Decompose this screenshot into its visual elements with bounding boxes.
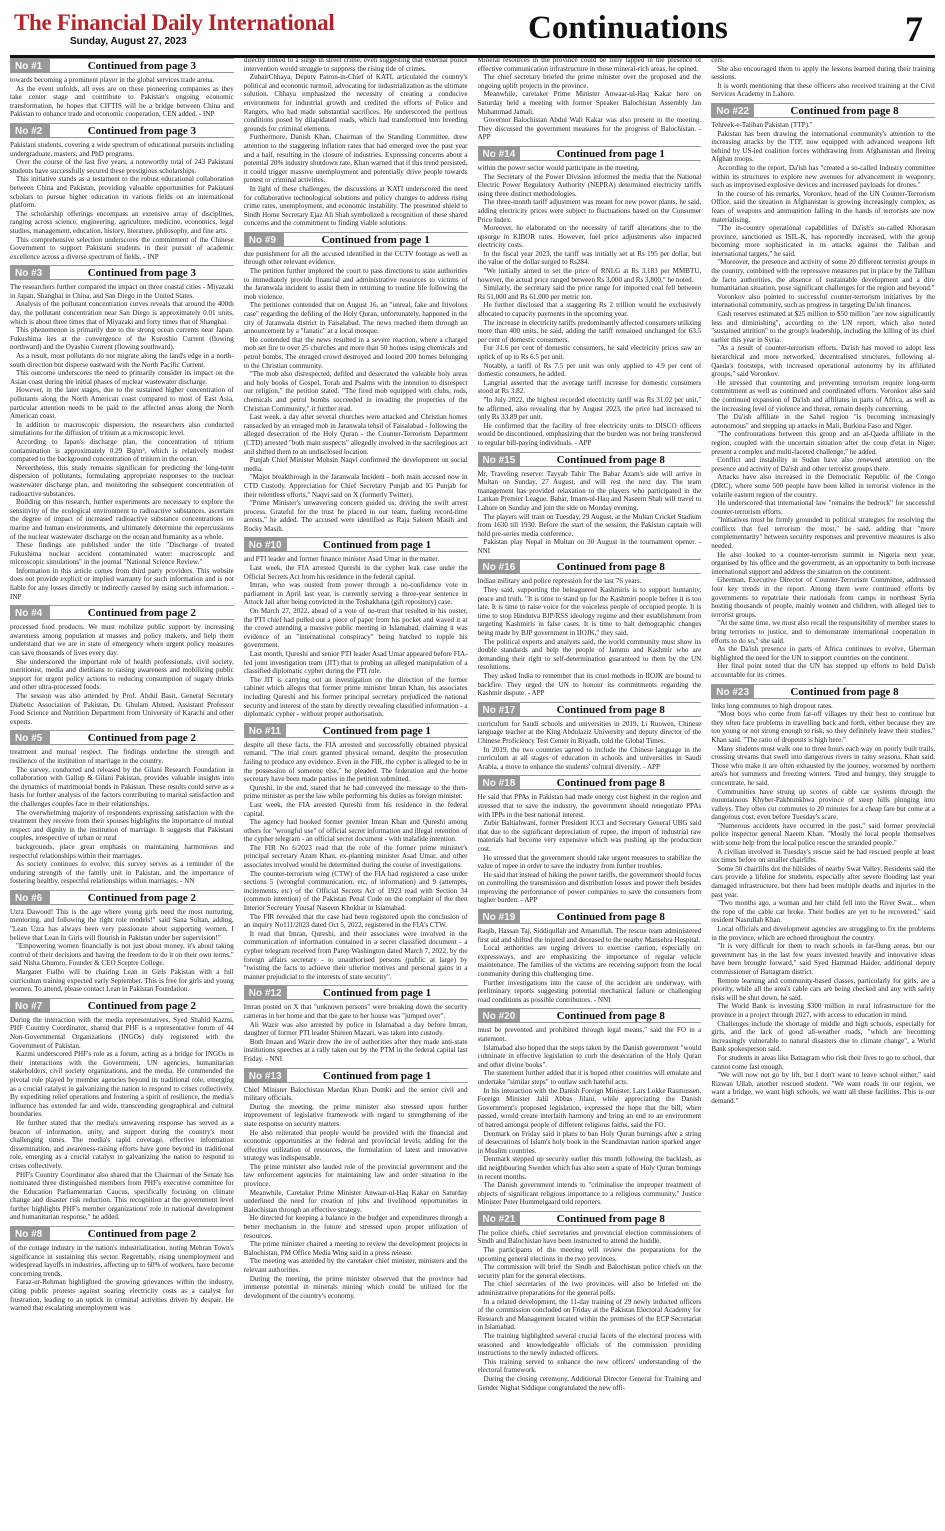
paragraph: "Numerous accidents have occurred in the past," said former provincial police inspector general Naeem Khan. "Mostly the local people themselves with some help from the local police rescue the stranded people.": [711, 821, 935, 848]
paragraph: It is worth mentioning that these officers also received training at the Civil Services Academy in Lahore.: [711, 81, 935, 99]
story-number-tag: No #5: [10, 731, 50, 744]
paragraph: In 2019, the two countries agreed to include the Chinese language in the curriculum at all stages of education in schools and universities in Saudi Arabia, a move to enhance the students' cultural diversity. - APP: [477, 745, 702, 771]
paragraph: The prime minister also lauded role of the provincial government and the law enforcement agencies for maintaining law and order situation in the province.: [243, 1162, 468, 1189]
paragraph: They said, supporting the beleaguered Kashmiris is to support humanity, peace and truth. "It is time to stand up for the Kashmiri people before it is too late. It is time to raise voice for the voiceless people of occupied people. It is time to stop Hindutva BJP/RSS ideology regime and their establishment from targeting Kashmiris in false cases. It is time to halt demographic changes being made by BJP government in IIOJK," they said.: [477, 586, 702, 638]
story-number-tag: No #12: [244, 986, 287, 999]
story: [478, 702, 702, 772]
paragraph: directly linked to a surge in street crime, even suggesting that external police intervention would struggle to suppress the rising tide of crimes.: [243, 56, 468, 73]
story-body: [10, 283, 234, 601]
story-header: [10, 890, 234, 905]
paragraph: Further investigations into the cause of the accident are underway, with preliminary reports suggesting potential mechanical failure or challenging road conditions as possible contributors. - NNI: [477, 978, 702, 1004]
page-number: 7: [905, 9, 923, 49]
paragraph: This training served to enhance the new officers' understanding of the electoral framework.: [477, 1357, 702, 1375]
paragraph: The police chiefs, chief secretaries and provincial election commissioners of Sindh and Balochistan have been instructed to attend the huddle.: [477, 1228, 702, 1246]
story: [10, 890, 234, 994]
story-body: [244, 56, 468, 228]
article-columns: [10, 56, 935, 1527]
paragraph: processed food products. We must mobilize public support by increasing awareness among population at masses and policy makers, and help them understand that we are in state of emergency where urgent policy measures can save thousands of lives every day.: [10, 623, 234, 658]
paragraph: She underscored the important role of health professionals, civil society, nutritionist, media and dietitians to raising awareness and mobilizing public support for urgent policy actions to reducing consumption of sugary drinks and other ultra-processed foods.: [10, 657, 234, 692]
story-number-tag: No #9: [244, 233, 284, 246]
paragraph: The session was also attended by Prof. Abdul Basit, General Secretary Diabetic Association of Pakistan, Dr. Ghulam Ahmed, Assistant Professor Food Science and Nutrition Department from University of Karachi and other experts.: [10, 692, 234, 726]
continued-from-label: Continued from page 2: [87, 891, 197, 904]
story-body: [10, 76, 234, 119]
paragraph: The FIR No 6/2023 read that the role of the former prime minister's principal secretary Azam Khan, ex-planning minister Asad Umar, and other associates involved would be determined during the course of investigations.: [243, 843, 468, 870]
paragraph: "At the same time, we must also recall the responsibility of member states to bring terrorists to justice, and to demonstrate international cooperation in efforts to do so," she said.: [711, 619, 935, 645]
paragraph: of the cottage industry in the nation's industrialization, noting Mehran Town's significance in sustaining this sector. Regrettably, rising unemployment and widespread layoffs in industries, affecting up to 60% of workers, have become concerning trends.: [10, 1244, 234, 1278]
story-number-tag: No #7: [10, 999, 50, 1012]
paragraph: Local authorities are urging drivers to exercise caution, especially on expressways, and are emphasizing the importance of regular vehicle maintenance. The families of the victims are receiving support from the local community during this challenging time.: [477, 944, 702, 979]
paragraph: Faraz-ur-Rehman highlighted the growing grievances within the industry, citing public protests against soaring electricity costs as a catalyst for frustration, leading to an uptick in criminal activities driven by despair. He warned that escalating unemployment was: [10, 1278, 234, 1313]
continued-from-label: Continued from page 8: [790, 685, 899, 698]
paragraph: The World Bank is investing $300 million in rural infrastructure for the province in a project through 2027, with access to education in mind.: [711, 1002, 935, 1019]
paragraph: As society continues to evolve, this survey serves as a reminder of the enduring strength of the family unit in Pakistan, and the importance of fostering healthy, respectful relationships within marriages. - NN: [10, 860, 234, 886]
paragraph: During the meeting, the prime minister also stressed upon further improvement of legislative framework with regard to strengthening of the state response on security matters.: [243, 1102, 468, 1128]
paragraph: The commission will brief the Sindh and Balochistan police chiefs on the security plan for the general elections.: [477, 1263, 702, 1280]
story-header: [711, 684, 935, 699]
paragraph: treatment and mutual respect. The findings underline the strength and resilience of the institution of marriage in the country.: [10, 748, 234, 765]
story-number-tag: No #14: [478, 147, 521, 160]
paragraph: "The mob also disrespected, defiled and desecrated the valuable holy areas and holy books of Gospel, Torah and Psalms with the intention to disrespect our religion," the petition stated. "The fired mob equipped with clubs, rods, chemicals and petrol bombs succeeded in invading the properties of the Christian Community," it further read.: [243, 370, 468, 413]
story: [244, 537, 468, 718]
paragraph: Some 50 chairlifts dot the hillsides of nearby Swat Valley. Residents said the cars provide a lifeline for students, especially after severe flooding last year damaged infrastructure, but there had been multiple deaths and injuries in the past year.: [711, 864, 935, 899]
paragraph: Nevertheless, this study remains significant for predicting the long-term dispersion of pollutants, formulating appropriate responses to the nuclear wastewater discharge plan, and monitoring the subsequent concentration of radioactive substances.: [10, 463, 234, 498]
continued-from-label: Continued from page 8: [556, 911, 665, 924]
paragraph: Conflict and instability in Sudan have also renewed attention on the presence and activity of Da'ish and other terrorist groups there.: [711, 456, 935, 473]
story: [10, 123, 234, 261]
story-number-tag: No #1: [10, 59, 50, 72]
continued-from-label: Continued from page 3: [87, 124, 197, 137]
paragraph: He contended that the news resulted in a severe reaction, where a charged mob set fire to over 25 churches and more than 50 homes using chemicals and petrol bombs. The enraged crowd destroyed and looted 200 homes belonging to the Christian community.: [243, 335, 468, 370]
paragraph: The three-month tariff adjustment was meant for new power plants, he said, adding electricity prices were subject to fluctuations based on the Consumer Price Index.: [477, 198, 702, 224]
continued-from-label: Continued from page 1: [322, 724, 431, 737]
paragraph: must be prevented and prohibited through legal means," said the FO in a statement.: [477, 1026, 702, 1043]
paragraph: The increase in electricity tariffs predominantly affected consumers utilizing more than 400 units, he said, adding the tariff remained unchanged for 63.5 per cent of domestic consumers.: [477, 318, 702, 344]
story-body: [244, 1003, 468, 1063]
paragraph: The scholarship offerings encompass an extensive array of disciplines, ranging across science, engineering, agriculture, medicine, economics, legal studies, management, education, history, literature, philosophy, and fine arts.: [10, 209, 234, 235]
paragraph: The participants of the meeting will review the preparations for the upcoming general elections in the two provinces.: [477, 1246, 702, 1263]
paragraph: In the fiscal year 2023, the tariff was initially set at Rs 195 per dollar, but the value of the dollar surged to Rs284.: [477, 249, 702, 267]
story-body: [244, 1086, 468, 1301]
story-header: [478, 146, 702, 161]
paragraph: Cash reserves estimated at $25 million to $50 million "are now significantly less and diminishing", according to the UN report, which also noted "sustained attrition" to the group's leadership, including the killing of its chief earlier this year in Syria.: [711, 310, 935, 344]
paragraph: He underscored that international law "remains the bedrock" for successful counter-terrorism efforts.: [711, 499, 935, 516]
paragraph: within the power sector would participate in the meeting.: [477, 163, 640, 172]
paragraph: The training highlighted several crucial facets of the electoral process with seasoned and knowledgeable officials of the commission providing instructions to the newly inducted officers.: [477, 1332, 702, 1358]
paragraph: The overwhelming majority of respondents expressing satisfaction with the treatment they receive from their spouses highlights the importance of mutual respect and dignity in the institution of marriage. It suggests that Pakistani couples, irrespective of urban or rural: [10, 808, 234, 843]
story-body: [478, 470, 702, 556]
paragraph: As a result, most pollutants do not migrate along the land's edge in a north-south direction but disperse eastward with the North Pacific Current.: [10, 352, 234, 369]
paragraph: The researchers further compared the impact on three coastal cities - Miyazaki in Japan, Shanghai in China, and San Diego in the United States.: [10, 283, 234, 300]
column-2: [244, 56, 468, 1527]
paragraph: This comprehensive selection underscores the commitment of the Chinese Government to support Pakistani students in their pursuit of academic excellence across a diverse spectrum of fields. - INP: [10, 235, 234, 261]
paragraph: During the meeting, the prime minister observed that the province had immense potential in minerals mining which could be utilized for the development of the country's economy.: [243, 1274, 468, 1300]
paragraph: "The confrontations between this group and an al-Qaeda affiliate in the region, coupled with the uncertain situation after the coup d'etat in Niger, present a complex and multi-faceted challenge," he added.: [711, 430, 935, 456]
paragraph: In light of these challenges, the discussions at KATI underscored the need for collaborative technological solutions and policy changes to address rising crime rates, unemployment, and economic instability. The presented shield to Sindh Home Secretary Ejaz Ali Shah symbolized a recognition of these shared concerns and the commitment to finding viable solutions.: [243, 184, 468, 228]
continued-from-label: Continued from page 1: [322, 987, 432, 1000]
story-number-tag: No #8: [10, 1227, 50, 1240]
story-body: [478, 577, 702, 697]
story: [478, 1008, 702, 1206]
paragraph: Pakistan has been drawing the international community's attention to the increasing attacks by the TTP, now equipped with advanced weapons left behind by US-led coalition forces withdrawing from Afghanistan and fleeing Afghan troops.: [711, 129, 935, 164]
paragraph: For students in areas like Battagram who risk their lives to go to school, that cannot come fast enough.: [711, 1053, 935, 1071]
story-header: [244, 1068, 468, 1083]
paragraph: The FIR revealed that the case had been registered upon the conclusion of an inquiry No111/2023 dated Oct 5, 2022, registered in the FIA's CTW.: [243, 912, 468, 930]
paragraph: Last month, Qureshi and senior PTI leader Asad Umar appeared before FIA-led joint investigation team (JIT) that is probing an alleged manipulation of a classified diplomatic cypher during the PTI rule.: [243, 650, 468, 676]
paragraph: "Two months ago, a woman and her child fell into the River Swat... when the rope of the cable car broke. Their bodies are yet to be recovered," said resident Nasrullah Khan.: [711, 899, 935, 925]
continued-from-label: Continued from page 1: [322, 1069, 432, 1082]
paragraph: Imran posted on X that "unknown persons" were breaking down the security cameras in her home and that the gate to her house was "jumped over".: [243, 1003, 468, 1020]
story-body: [478, 720, 702, 772]
paragraph: due punishment for all the accused identified in the CCTV footage as well as through other relevant evidence.: [243, 249, 468, 267]
story-header: [478, 1008, 702, 1023]
story: [711, 56, 935, 99]
story-body: [10, 1244, 234, 1313]
paragraph: Attacks have also increased in the Democratic Republic of the Congo (DRC), where some 500 people have been killed in terrorist violence in the volatile eastern region of the country.: [711, 473, 935, 499]
story-body: [10, 623, 234, 726]
paragraph: "As a result of counter-terrorism efforts, Da'ish has moved to adopt less hierarchical and more networked, decentralised structures, following al-Qaeda's footsteps, with increased operational autonomy by its affiliated groups," said Voronkov.: [711, 344, 935, 379]
story-header: [10, 123, 234, 138]
column-1: [10, 56, 234, 1527]
continued-from-label: Continued from page 1: [556, 147, 665, 160]
story-number-tag: No #16: [478, 560, 521, 573]
paragraph: According to Japan's discharge plan, the concentration of tritium contamination is approximately 0.29 Bq/m³, which is relatively modest compared to the background concentration of tritium in the ocean.: [10, 437, 234, 464]
paragraph: Raqib, Hassan Taj, Siddiqullah and Amanullah. The rescue team administered first aid and shifted the injured and deceased to the nearby Mansehra Hospital.: [477, 927, 702, 944]
paragraph: "We will now not go by lift, but I don't want to leave school either," said Rizwan Ullah, another rescued student. "We want roads in our region, we want a bridge, we want high schools, we want all these facilities. This is our demand.": [711, 1071, 935, 1105]
story-number-tag: No #23: [711, 685, 754, 698]
paragraph: According to the report, Da'ish has "created a so-called Industry committee within its structures to explore new avenues for advancement in weaponry, such as improvised explosive devices and increased payloads for drones.": [711, 163, 935, 190]
paragraph: The petitioner contended that on August 16, an "unreal, fake and frivolous case" regarding the defiling of the Holy Quran, unfortunately, happened in the city of Jaranwala district in Faisalabad. The news reached them through an announcement by a "fanatic" at a local mosque.: [243, 301, 468, 336]
paragraph: She also encouraged them to apply the lessons learned during their training sessions.: [711, 64, 935, 82]
paragraph: Last week, the FIA arrested Qureshi in the cypher leak case under the Official Secrets Act from his residence in the federal capital.: [243, 564, 468, 581]
paragraph: The statement further added that it is hoped other countries will emulate and undertake "similar steps" to outlaw such hateful acts.: [477, 1069, 702, 1086]
story-body: [478, 1229, 702, 1392]
paragraph: The counter-terrorism wing (CTW) of the FIA had registered a case under sections 5 (wrongful communication, etc, of information) and 9 (attempts, incitements, etc) of the Official Secrets Act of 1923 read with Section 34 (common intention) of the Pakistan Penal Code on the complaint of the then Interior Secretary Yousaf Naseem Khokhar in Islamabad.: [243, 869, 468, 913]
story: [244, 985, 468, 1063]
story-header: [478, 775, 702, 790]
paragraph: Building on this research, further experiments are necessary to explore the sensitivity of the ecological environment to radioactive substances, ascertain the degree of impact of increased radioactive substance concentrations on marine and human environments, and ultimately determine the repercussions of the nuclear wastewater discharge on the ocean and humanity as a whole.: [10, 498, 234, 541]
paragraph: Denmark stepped up security earlier this month following the backlash, as did neighbouring Sweden which has also seen a spate of Holy Quran burnings in recent months.: [477, 1155, 702, 1181]
paragraph: Last week, a day after several churches were attacked and Christian homes ransacked by an enraged mob in Jaranwala tehsil of Faisalabad - following the alleged desecration of the Holy Quran - the Counter-Terrorism Department (CTD) arrested "both main suspects" allegedly involved in the sacrilegious act and shifted them to an undisclosed location.: [243, 413, 468, 456]
paper-name: The Financial Daily International: [14, 10, 335, 35]
paragraph: Furthermore, Danish Khan, Chairman of the Standing Committee, drew attention to the staggering inflation rates that had emerged over the past year and a half, resulting in the closure of industries. Expressing concerns about a potential 20% industry shutdown rate, Khan warned that if this trend persisted, it could trigger massive unemployment and potentially drive people towards protest or criminal activities.: [243, 133, 468, 185]
paragraph: towards becoming a prominent player in the global services trade arena.: [10, 76, 215, 84]
story-header: [711, 103, 935, 118]
paragraph: During the closing ceremony, Additional Director General for Training and Gender Nighat Siddique congratulated the new offi-: [477, 1374, 702, 1392]
paragraph: "Most boys who come from far-off villages try their best to continue but they often face problems in travelling back and forth, either because they are too young or not strong enough to risk, so they definitely leave their studies," Khan said. "The ratio of dropouts is high here.": [711, 710, 935, 744]
story: [10, 998, 234, 1222]
paragraph: "In July 2022, the highest recorded electricity tariff was Rs 31.02 per unit," he affirmed, also revealing that by August 2023, the price had increased to only Rs 33.89 per unit.: [477, 395, 702, 422]
paragraph: In his interaction with the Danish Foreign Minister, Lars Lokke Rasmussen, Foreign Minister Jalil Abbas Jilani, while appreciating the Danish Government's proposed legislation, expressed the hope that the bill, when passed, would create interfaith harmony and bring an end to an environment of hatred amongst people of different religious faiths, said the FO.: [477, 1086, 702, 1129]
continued-from-label: Continued from page 2: [87, 607, 197, 620]
paragraph: Both Imaan and Wazir drew the ire of authorities after they made anti-state institutions speeches at a rally taken out by the PTM in the federal capital last Friday. - NNI: [243, 1037, 468, 1063]
continued-from-label: Continued from page 2: [87, 999, 197, 1012]
story-number-tag: No #6: [10, 891, 50, 904]
story: [244, 56, 468, 228]
paragraph: The chief secretaries of the two provinces will also be briefed on the administrative preparations for the general polls.: [477, 1280, 702, 1298]
paragraph: In a related development, the 11-day training of 29 newly inducted officers of the commission concluded on Friday at the Pakistan Electoral Academy for Research and Management located within the premises of the ECP Secretariat in Islamabad.: [477, 1297, 702, 1332]
story: [711, 103, 935, 680]
story-number-tag: No #18: [478, 776, 521, 789]
issue-date: Sunday, August 27, 2023: [70, 36, 187, 47]
paragraph: He said that PPAs in Pakistan had made energy cost highest in the region and stressed that to save the industry, the government should renegotiate PPAs with IPPs in the best national interest.: [477, 793, 702, 819]
paragraph: PHF's Country Coordinator also shared that the Chairman of the Senate has nominated three distinguished members from PHF's executive committee for the Education Parliamentarian Caucus, specifically focusing on climate change and disaster risk reduction. This recognition at the government level further highlights PHF's member organizations' role in national development and humanitarian response," he added.: [10, 1170, 234, 1222]
story-body: [711, 121, 935, 680]
paragraph: Last week, the FIA arrested Qureshi from his residence in the federal capital.: [243, 800, 468, 818]
continued-from-label: Continued from page 8: [556, 777, 665, 790]
story-header: [10, 730, 234, 745]
paragraph: Denmark on Friday said it plans to ban Holy Quran burnings after a string of desecrations of Islam's holy book in the Scandinavian nation sparked anger in Muslim countries.: [477, 1129, 702, 1155]
paragraph: and PTI leader and former finance minister Asad Umar in the matter.: [243, 555, 440, 564]
story-body: [711, 702, 935, 1106]
masthead: [10, 8, 935, 58]
story: [10, 265, 234, 601]
paragraph: Pakistani students, covering a wide spectrum of educational pursuits including undergraduate, masters, and PhD programs.: [10, 140, 234, 158]
story-body: [10, 1016, 234, 1222]
paragraph: Governor Balochistan Abdul Wali Kakar was also present in the meeting. They discussed the government measures for the progress of Balochistan. - APP: [477, 116, 702, 142]
paragraph: Information in this article comes from third party providers. This website does not provide explicit or implied warranty for such information and is not liable for any losses directly or indirectly caused by using such information. - INP: [10, 566, 234, 601]
story-number-tag: No #19: [478, 910, 521, 923]
paragraph: cers.: [711, 56, 725, 64]
story-body: [244, 741, 468, 982]
section-title: Continuations: [528, 10, 728, 46]
paragraph: The survey, conducted and released by the Gilani Research Foundation in collaboration with Gallup & Gilani Pakistan, provides valuable insights into the dynamics of matrimonial bonds in Pakistan. These results could serve as a basis for further analysis of the factors contributing to marital satisfaction and the challenges couples face in their relationships.: [10, 765, 234, 808]
paragraph: Chief Minister Balochistan Mardan Khan Domki and the senior civil and military officials.: [243, 1085, 468, 1103]
story-header: [10, 265, 234, 280]
paragraph: Zubir Baltiahwani, former President ICCI and Secretary General UBG said that due to the significant depreciation of rupee, the import of industrial raw materials had become very expensive which was pushing up the production cost.: [477, 819, 702, 853]
paragraph: A civilian involved in Tuesday's rescue said he had rescued people at least six times before on smaller chairlifts.: [711, 847, 935, 865]
continued-from-label: Continued from page 3: [87, 60, 197, 72]
story-body: [244, 250, 468, 534]
story-header: [10, 1226, 234, 1241]
paragraph: This phenomenon is primarily due to the strong ocean currents near Japan. Fukushima lies at the convergence of the Kuroshio Current (flowing northward) and the Oyashio Current (flowing southward).: [10, 326, 234, 352]
paragraph: The Da'ish affiliate in the Sahel region "is becoming increasingly autonomous" and stepping up attacks in Mali, Burkina Faso and Niger.: [711, 413, 935, 430]
story-number-tag: No #11: [244, 724, 286, 737]
continued-from-label: Continued from page 8: [556, 561, 665, 574]
paragraph: The agency had booked former premier Imran Khan and Qureshi among others for "wrongful use" of official secret information and illegal retention of the cypher telegram - an official secret document - with malafide intention.: [243, 818, 468, 844]
paragraph: In addition to macroscopic dispersion, the researchers also conducted simulations for the diffusion of tritium at a microscopic level.: [10, 420, 234, 438]
paragraph: He confirmed that the facility of free electricity units to DISCO officers would be discontinued, emphasizing that the burden was not being transferred to regular bill-paying individuals. - APP: [477, 421, 702, 447]
story-header: [10, 998, 234, 1013]
continued-from-label: Continued from page 2: [87, 1228, 197, 1241]
paragraph: Indian military and police repression for the last 76 years.: [477, 577, 642, 586]
paragraph: These findings are published under the title "Discharge of treated Fukushima nuclear accident contaminated water: macroscopic and microscopic simulations" in the journal "National Science Review.": [10, 541, 234, 567]
story: [244, 232, 468, 534]
paragraph: Mr. Traveling reserve: Tayyab Tahir The Babar Azam's side will arrive in Multan on Sunday, 27 August, and will rest the next day. The team management has provided relaxation to the players who participated in the Lankan Premier League. Babar, Imam-ul-Haq and Naseem Shah will travel to Lahore on Sunday and join the side on Monday evening.: [477, 469, 702, 512]
paragraph: As the Da'ish presence in parts of Africa continues to evolve, Gherman highlighted the need for the UN to support countries on the continent.: [711, 645, 935, 662]
story: [10, 1226, 234, 1313]
continued-from-label: Continued from page 8: [556, 1010, 665, 1023]
continued-from-label: Continued from page 1: [322, 539, 432, 552]
paragraph: He further stated that the media's unwavering response has served as a beacon of information, unity, and support during the country's most challenging times. The media's rapid coverage, effective information dissemination, and awareness-raising efforts have gone beyond its traditional role, emerging as a crucial catalyst in galvanizing the nation to respond to crises collectively.: [10, 1118, 234, 1170]
story-number-tag: No #13: [244, 1069, 287, 1082]
continued-from-label: Continued from page 8: [556, 453, 665, 466]
paragraph: despite all these facts, the FIA arrested and successfully obtained physical remand. "The trial court granted physical remand, despite the prosecution failing to produce any evidence. Even in the FIR, the cypher is alleged to be in the possession of someone else," he pleaded. The federation and the home secretary have been made parties in the petition submitted.: [243, 740, 468, 784]
story: [478, 775, 702, 905]
story: [478, 452, 702, 556]
continued-from-label: Continued from page 3: [87, 267, 197, 280]
paragraph: curriculum for Saudi schools and universities in 2019, Li Ruowen, Chinese language teacher at the King Abdulaziz University and deputy director of the Chinese Proficiency Test Center in Riyadh, told the Global Times.: [477, 719, 702, 745]
story-number-tag: No #3: [10, 266, 50, 279]
paragraph: They asked India to remember that its cruel methods in IIOJK are bound to backfire. They urged the UN to honour its commitments regarding the Kashmir dispute. - APP: [477, 672, 702, 698]
paragraph: Margaret Fialho will be chairing Lean in Girls Pakistan with a full curriculum training expected early September. This is free for girls and young women. To attend, please contact Lean in Pakistan Foundation.: [10, 968, 234, 994]
story-body: [244, 555, 468, 718]
paragraph: Remote learning and community-based classes, particularly for girls, are a priority, while all the area's cable cars are being checked and any with safety risks will be shut down, he said.: [711, 976, 935, 1002]
continued-from-label: Continued from page 8: [790, 104, 899, 117]
paragraph: Ali Wazir was also arrested by police in Islamabad a day before Imran, daughter of former PTI leader Shireen Mazari, was taken into custody.: [243, 1020, 468, 1038]
paragraph: Kazmi underscored PHF's role as a forum, acting as a bridge for INGOs in their interactions with the Government, UN agencies, humanitarian stakeholders, civil society organizations, and the media. He commended the pivotal role played by member agencies beyond its traditional role, emerging as a crucial catalyst in galvanizing the nation to respond to crises collectively. By expediting relief operations and fostering a spirit of resilience, the media's influence has extended far and wide, transcending geographical and cultural boundaries.: [10, 1050, 234, 1119]
paragraph: "The in-country operational capabilities of Da'ish's so-called Khorasan province, sanctioned as ISIL-K, has reportedly increased, with the group becoming more sophisticated in its attacks against the Taliban and international targets," he said.: [711, 224, 935, 258]
paragraph: The chief secretary briefed the prime minister over the proposed and the ongoing uplift projects in the province.: [477, 73, 702, 90]
paragraph: This initiative stands as a testament to the robust educational collaboration between China and Pakistan, providing valuable opportunities for Pakistani scholars to pursue higher education in various fields on an international platform.: [10, 175, 234, 210]
story-header: [478, 702, 702, 717]
story-body: [478, 793, 702, 905]
paragraph: Langrial asserted that the average tariff increase for domestic consumers stood at Rs 3.82.: [477, 378, 702, 396]
continued-from-label: Continued from page 8: [556, 703, 665, 716]
paragraph: "Major breakthrough in the Jaranwala Incident - both main accused now in CTD Custody. Appreciation for Chief Secretary Punjab and IG Punjab for their relentless efforts," Naqvi said on X (formerly Twitter).: [243, 473, 468, 499]
paragraph: For 31.6 per cent of domestic consumers, he said electricity prices saw an uptick of up to Rs 6.5 per unit.: [477, 344, 702, 361]
story-header: [244, 232, 468, 247]
paragraph: During the interaction with the media representatives, Syed Shahid Kazmi, PHF Country Coordinator, shared that PHF is a representative forum of 44 Non-Governmental Organizations (INGOs) duly registered with the Government of Pakistan.: [10, 1015, 234, 1050]
paragraph: Her final point noted that the UN has stepped up efforts to hold Da'ish accountable for its crimes.: [711, 662, 935, 679]
story: [10, 605, 234, 726]
paragraph: The Danish government intends to "criminalise the improper treatment of objects of significant religious importance to a religious community," Justice Minister Peter Hummelgaard told reporters.: [477, 1181, 702, 1207]
paragraph: He stressed that countering and preventing terrorism require long-term commitment as well as continued and coordinated efforts. Voronkov also said the continued expansion of Da'ish and affiliates in parts of Africa, as well as the increasing level of violence and threat, remain deeply concerning.: [711, 378, 935, 413]
paragraph: Gherman, Executive Director of Counter-Terrorism Committee, addressed four key trends in the report. Among them were continued efforts by governments to repatriate their nationals from camps in northeast Syria hosting thousands of people, mainly women and children, with alleged ties to terrorist groups.: [711, 576, 935, 619]
paragraph: Qureshi, in the end, stated that he had conveyed the message to the then-prime minister as per the law while performing his duties as foreign minister.: [243, 783, 468, 801]
story-header: [478, 559, 702, 574]
story: [478, 56, 702, 142]
paragraph: ZubairChhaya, Deputy Patron-in-Chief of KATI, articulated the country's political and economic turmoil, advocating for industrialization as the ultimate solution. Chhaya emphasized the necessity of creating a conducive environment for industrial growth and credited the efforts of Police and Rangers, who had made substantial sacrifices. He underscored the perilous conditions posed by dilapidated roads, which had transformed into breeding grounds for criminal elements.: [243, 73, 468, 133]
story-body: [478, 927, 702, 1004]
story-header: [244, 723, 468, 738]
story-body: [478, 1026, 702, 1206]
story-number-tag: No #4: [10, 606, 50, 619]
paragraph: He directed for keeping a balance in the budget and expenditures through a better mechanism in the future and stressed upon proper utilization of resources.: [243, 1214, 468, 1240]
paragraph: Many students must walk one to three hours each way on poorly built trails, crossing streams that swell into dangerous rivers in rainy seasons, Khan said. Those who make it are often exhausted by the journey, worsened by northern area's hot summers and freezing winters. Tired and hungry, they struggle to concentrate, he said.: [711, 744, 935, 787]
paragraph: Punjab Chief Minister Mohsin Naqvi confirmed the development on social media.: [243, 456, 468, 473]
story: [478, 559, 702, 697]
story: [478, 146, 702, 448]
story-body: [10, 748, 234, 886]
paragraph: In the course of his remarks, Voronkov, head of the UN Counter-Terrorism Office, said the situation in Afghanistan is growing increasingly complex, as fears of weapons and ammunition falling in the hands of terrorists are now materialising.: [711, 189, 935, 224]
story-header: [478, 909, 702, 924]
paragraph: "Empowering women financially is not just about money, it's about taking control of their decisions and having the freedom to do it on their own terms," said Nisha Ghumro, Founder & CEO Sceptre College.: [10, 942, 234, 968]
story-body: [478, 164, 702, 448]
paragraph: Notably, a tariff of Rs 7.5 per unit was only applied to 4.9 per cent of domestic consumers, he added.: [477, 361, 702, 379]
paragraph: As the event unfolds, all eyes are on these pioneering companies as they take center stage and contribute to Pakistan's ongoing economic transformation, he hopes that CIFTIS will be a bridge between China and Pakistan to enhance trade and economic cooperation, CEN added. - INP: [10, 84, 234, 119]
story-number-tag: No #10: [244, 538, 287, 551]
paragraph: Imran, who was ousted from power through a no-confidence vote in parliament in April last year, is currently serving a three-year sentence in Attock Jail after being convicted in the Toshakhana (gift repository) case.: [243, 581, 468, 607]
paragraph: Pakistan play Nepal in Multan on 30 August in the tournament opener. - NNI: [477, 538, 702, 555]
paragraph: "Initiatives must be firmly grounded in political strategies for resolving the conflicts that fuel terrorism the most," he said, adding that "more complementarity" between security responses and preventive measures is also needed.: [711, 516, 935, 551]
story: [244, 723, 468, 982]
story-body: [10, 141, 234, 261]
paragraph: "Moreover, the presence and activity of some 20 different terrorist groups in the country, combined with the repressive measures put in place by the Taliban de facto authorities, the absence of sustainable development and a dire humanitarian situation, pose significant challenges for the region and beyond.": [711, 258, 935, 293]
paragraph: This outcome underscores the need to primarily consider its impact on the Asian coast during the initial phases of nuclear wastewater discharge.: [10, 369, 234, 386]
paragraph: Moreover, he elaborated on the necessity of tariff alterations due to the upsurge in KIBOR rates. However, fuel price adjustments also impacted electricity costs.: [477, 224, 702, 250]
paragraph: The players will train on Tuesday, 29 August, at the Multan Cricket Stadium from 1630 till 1930. Before the start of the session, the Pakistan captain will hold pre-series media conference.: [477, 512, 702, 538]
story: [244, 1068, 468, 1301]
paragraph: The petition further implored the court to pass directions to state authorities to immediately provide financial and administrative resources to victims of the Jaranwala incident to assist them in returning to routine life following the mob violence.: [243, 267, 468, 301]
paragraph: However, in the later stages, due to the sustained higher concentration of pollutants along the North American coast compared to most of East Asia, particular attention needs to be paid to the affected areas along the North American coast.: [10, 386, 234, 421]
story-number-tag: No #15: [478, 453, 521, 466]
continued-from-label: Continued from page 2: [87, 732, 197, 745]
paragraph: Voronkov also pointed to successful counter-terrorism initiatives by the international community, such as progress in targeting Da'ish finances.: [711, 292, 935, 310]
paragraph: backgrounds, place great emphasis on maintaining harmonious and respectful relationships within their marriages.: [10, 842, 234, 860]
paragraph: Tehreek-e-Taliban Pakistan (TTP).": [711, 120, 813, 129]
paragraph: links long commutes to high dropout rates.: [711, 701, 833, 710]
continued-from-label: Continued from page 1: [321, 233, 430, 246]
paragraph: He said that instead of hiking the power tariffs, the government should focus on controlling the transmission and distribution losses and power theft besides improving the performance of power companies to save the consumers from higher burden. - APP: [477, 870, 702, 905]
story: [711, 684, 935, 1106]
story-header: [478, 452, 702, 467]
column-3: [478, 56, 702, 1527]
story-header: [10, 58, 234, 73]
story-body: [711, 56, 935, 99]
story-body: [10, 908, 234, 994]
paragraph: The Secretary of the Power Division informed the media that the National Electric Power Regulatory Authority (NEPRA) determined electricity tariffs using three distinct methodologies.: [477, 172, 702, 198]
paragraph: He also reiterated that people would be provided with the financial and economic opportunities at the federal and provincial levels, adding for the effective utilization of resources, the formulation of latest and innovative strategy was indispensable.: [243, 1128, 468, 1163]
story-header: [478, 1211, 702, 1226]
paragraph: "Prime Minister's unwavering concern guided us, driving the swift arrest process. Grateful for the trust he placed in our team, fueling record-time arrests," he added. The accused were identified as Raja Saleem Masih and Rocky Masih.: [243, 499, 468, 533]
paragraph: Islamabad also hoped that the steps taken by the Danish government "would culminate in effective legislation to curb the desecration of the Holy Quran and other divine books".: [477, 1043, 702, 1069]
paragraph: It read that Imran, Qureshi, and their associates were involved in the communication of information contained in a secret classified document - a cypher telegram received from Parep Washington dated March 7, 2022, by the foreign affairs secretary - to unauthorised persons (public at large) by "twisting the facts to achieve their ulterior motives and personal gains in a manner prejudicial to the interests of state security".: [243, 929, 468, 981]
paragraph: Similarly, the secretary said the price range for imported coal fell between Rs 51,000 and Rs 61,000 per metric ton.: [477, 284, 702, 301]
story: [10, 730, 234, 886]
story-header: [244, 537, 468, 552]
paragraph: The political experts and analysts said, the world community must show its double standards and help the people of Jammu and Kashmir who are demanding their right to self-determination guaranteed to them by the UN resolutions.: [477, 637, 702, 672]
story: [478, 1211, 702, 1392]
paragraph: Mineral resources in the province could be fully tapped in the presence of effective communication infrastructure in those mineral-rich areas, he opined.: [477, 56, 702, 73]
paragraph: "It is very difficult for them to reach schools in far-flung areas, but our government has in the last few years invested heavily and innovative ideas have been brought forward," said Syed Hammad Haider, additional deputy commissioner of Battagram district.: [711, 942, 935, 976]
paragraph: Local officials and development agencies are struggling to fix the problems in the province, which are echoed throughout the country.: [711, 925, 935, 942]
story-header: [10, 605, 234, 620]
story-number-tag: No #21: [478, 1212, 521, 1225]
paragraph: He also looked to a counter-terrorism summit in Nigeria next year, organised by his office and the government, as an opportunity to both increase international support and address the situation on the continent.: [711, 550, 935, 576]
story: [478, 909, 702, 1004]
paragraph: The JIT is carrying out an investigation on the direction of the former cabinet which alleges that former prime minister Imran Khan, his associates including Qureshi and his former principal secretary prejudiced the national security and interest of the state by directly revealing classified information - a diplomatic cypher - without proper authorisation.: [243, 675, 468, 719]
story: [10, 58, 234, 119]
story-header: [244, 985, 468, 1000]
paragraph: Challenges include the shortage of middle and high schools, especially for girls, and the lack of good all-weather roads, "which are becoming increasingly vulnerable to natural disasters due to climate change", a World Bank spokesperson said.: [711, 1019, 935, 1054]
paragraph: Communities have strung up scores of cable car systems through the mountainous Khyber-Pakhtunkhwa province of steep hills plunging into valleys. They often cut commutes to 20 minutes for a cheap fare but come at a dangerous cost, even before Tuesday's scare.: [711, 787, 935, 822]
paragraph: On March 27, 2022, ahead of a vote of no-trust that resulted in his ouster, the PTI chief had pulled out a piece of paper from his pocket and waved it at the crowd attending a massive public meeting in Islamabad, claiming it was evidence of an "international conspiracy" being hatched to topple his government.: [243, 607, 468, 650]
paragraph: He further disclosed that a staggering Rs 2 trillion would be exclusively allocated to capacity payments in the upcoming year.: [477, 301, 702, 319]
paragraph: He stressed that the government should take urgent measures to stabilize the value of rupee in order to save the industry from further troubles.: [477, 853, 702, 871]
column-4: [711, 56, 935, 1527]
story-number-tag: No #17: [478, 703, 521, 716]
story-number-tag: No #2: [10, 124, 50, 137]
paragraph: Meanwhile, Caretaker Prime Minister Anwaar-ul-Haq Kakar on Saturday underlined the need for creation of jobs and livelihood opportunities in Balochistan through an effective strategy.: [243, 1188, 468, 1214]
story-number-tag: No #20: [478, 1009, 521, 1022]
story-number-tag: No #22: [711, 104, 754, 117]
continued-from-label: Continued from page 8: [556, 1212, 665, 1225]
paragraph: The meeting was attended by the caretaker chief minister, ministers and the relevant authorities.: [243, 1257, 468, 1274]
paragraph: Uzra Dawood! This is the age where young girls need the most nurturing, mentoring, and following the right role models!" said Sana Sultan, adding, "Lean Uzra has always been very passionate about supporting women, I believe that Lean In Girls will flourish in Pakistan under her supervision!": [10, 907, 234, 942]
paragraph: Over the course of the last five years, a noteworthy total of 243 Pakistani students have successfully secured these prestigious scholarships.: [10, 158, 234, 175]
paragraph: Analysis of the pollutant concentration curves reveals that around the 400th day, the pollutant concentration near San Diego is approximately 0.01 units, which is about three times that of Miyazaki and forty times that of Shanghai.: [10, 300, 234, 326]
paragraph: The prime minister chaired a meeting to review the development projects in Balochistan, PM Office Media Wing said in a press release.: [243, 1240, 468, 1257]
paragraph: "We initially aimed to set the price of RNLG at Rs 3,183 per MMBTU, however, the actual price ranged between Rs 3,000 and Rs 3,800," he noted.: [477, 267, 702, 284]
paragraph: Meanwhile, caretaker Prime Minister Anwaar-ul-Haq Kakar here on Saturday held a meeting with former Speaker Balochistan Assembly Jan Muhammad Jamali.: [477, 90, 702, 116]
story-body: [478, 56, 702, 142]
